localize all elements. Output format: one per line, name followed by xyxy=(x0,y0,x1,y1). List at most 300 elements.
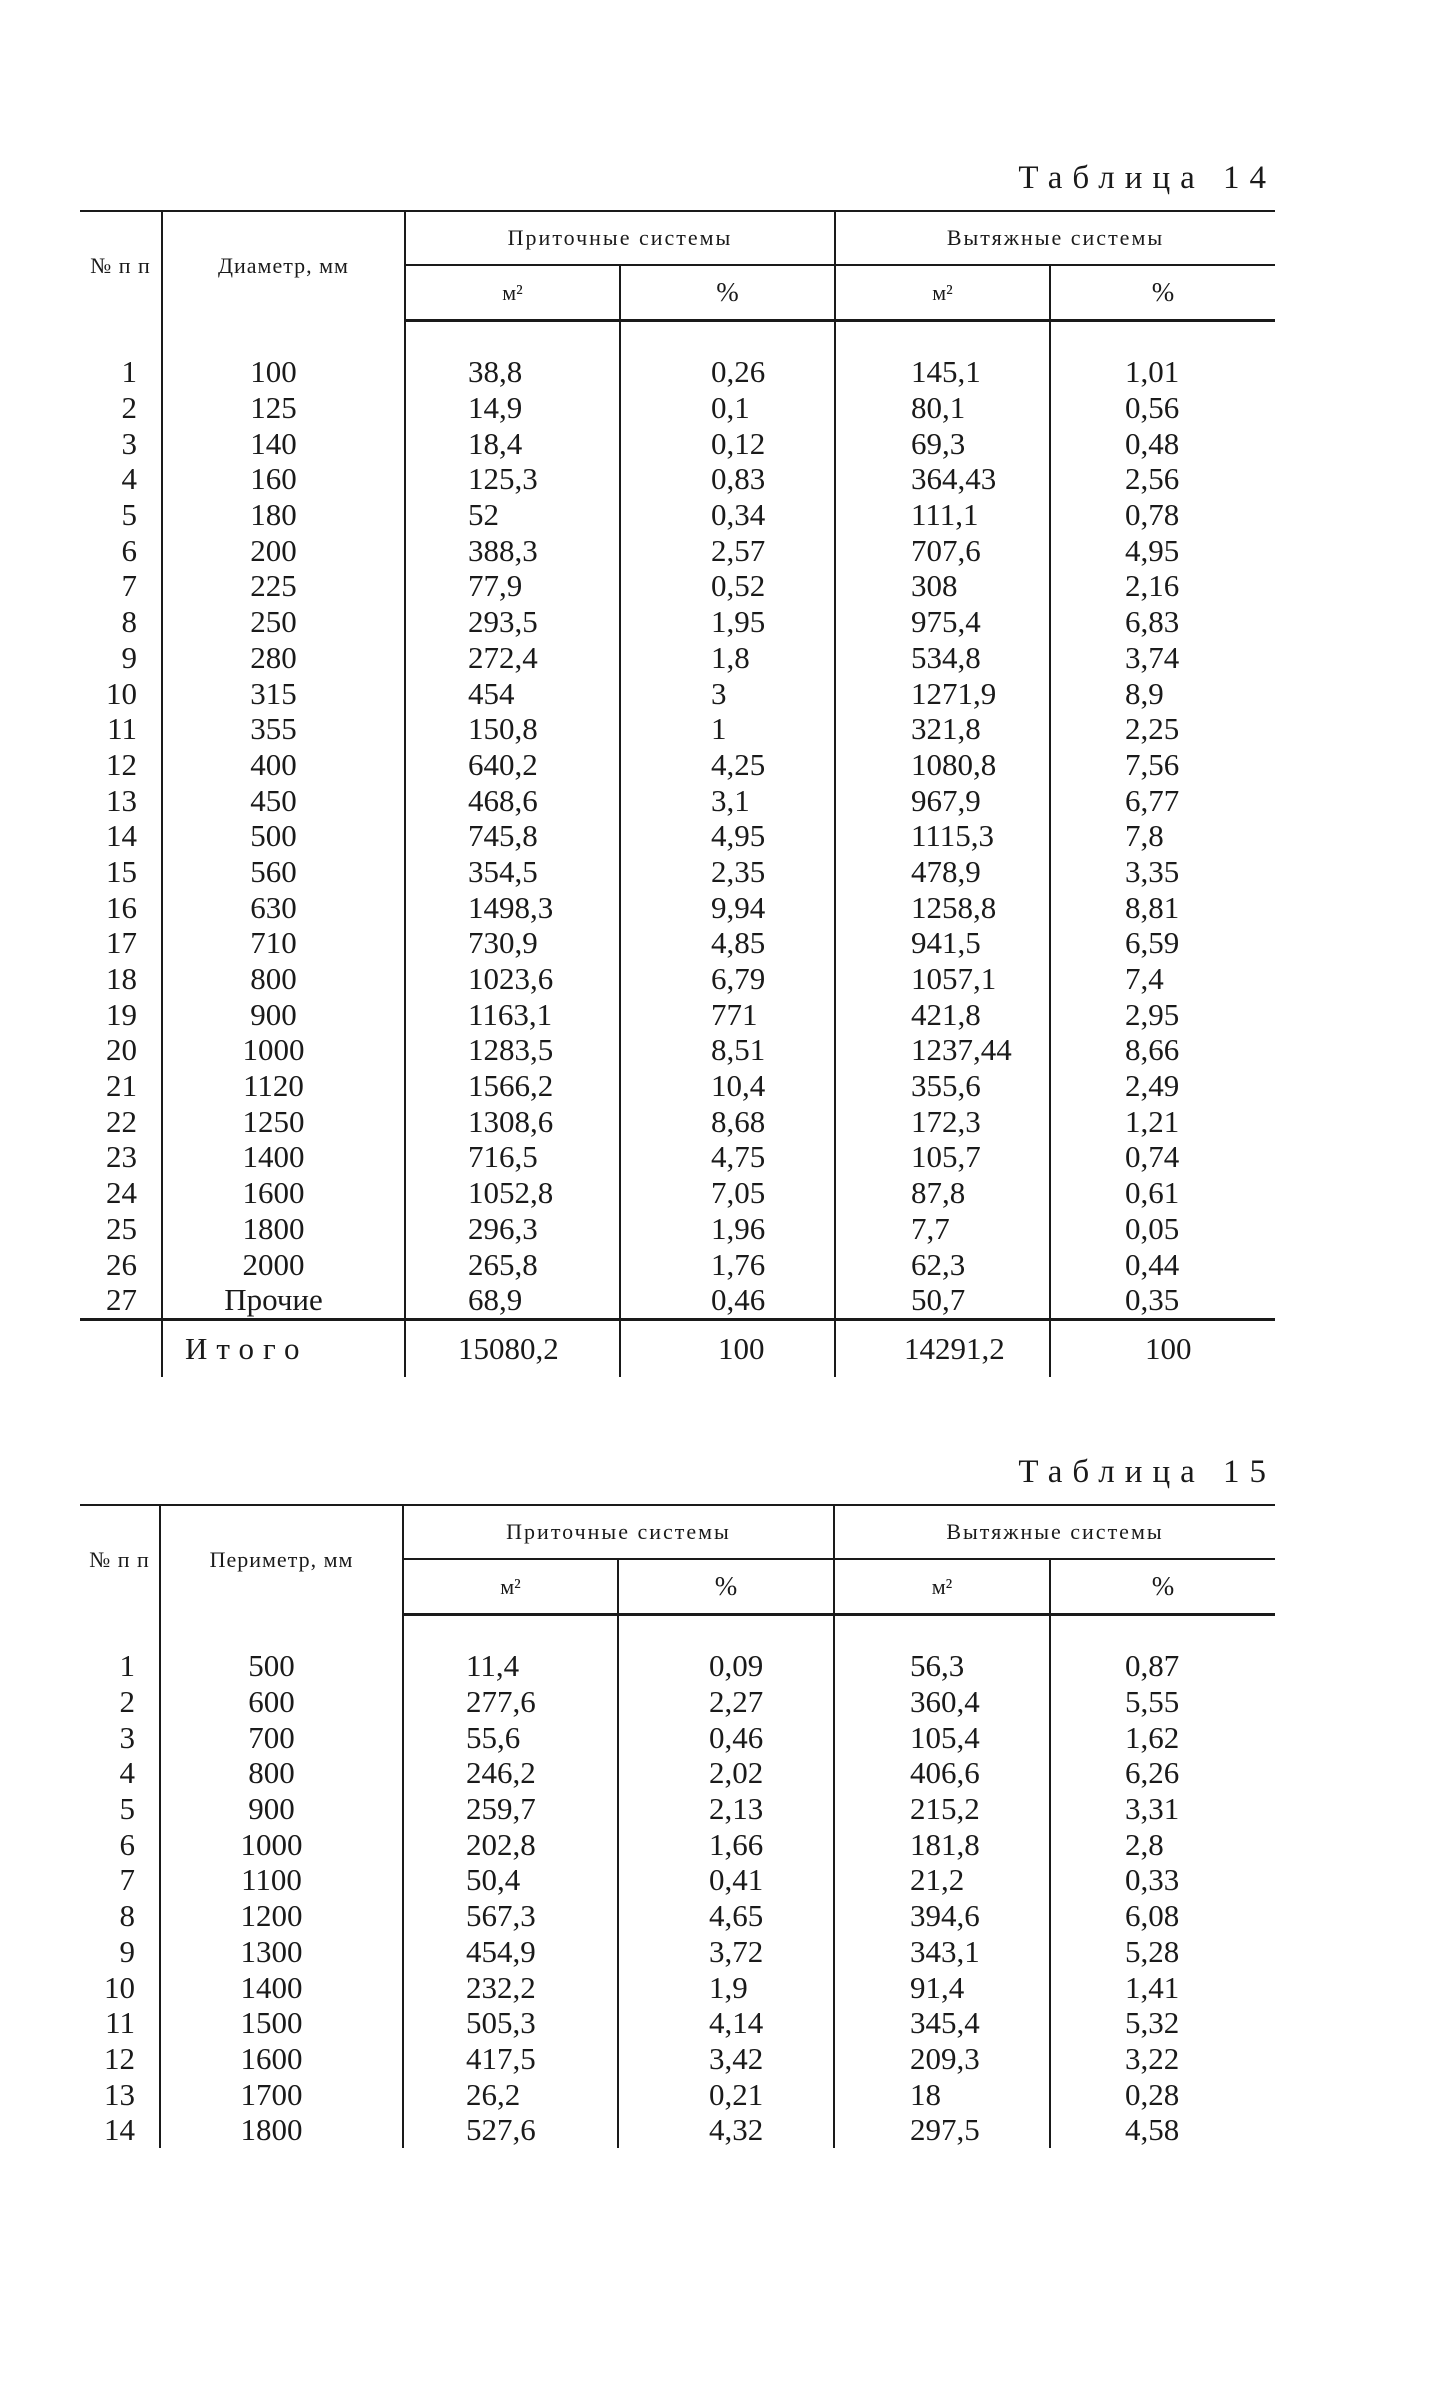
supply-percent: 0,46 xyxy=(620,1282,835,1319)
exhaust-area: 421,8 xyxy=(835,996,1050,1032)
spacer-row xyxy=(80,1615,1275,1649)
supply-area: 26,2 xyxy=(403,2076,618,2112)
exhaust-percent: 6,26 xyxy=(1050,1755,1275,1791)
table-row xyxy=(80,604,1275,640)
row-number: 6 xyxy=(119,1826,135,1862)
exhaust-percent: 3,74 xyxy=(1050,640,1275,676)
supply-area: 125,3 xyxy=(405,461,620,497)
row-number: 13 xyxy=(104,2076,135,2112)
row-number: 20 xyxy=(106,1032,137,1068)
exhaust-area: 18 xyxy=(834,2076,1050,2112)
unit-header-supply-percent: % xyxy=(618,1559,834,1615)
supply-percent: 4,65 xyxy=(618,1898,834,1934)
row-size: 1800 xyxy=(162,1211,405,1247)
exhaust-percent: 3,22 xyxy=(1050,2041,1275,2077)
supply-area: 50,4 xyxy=(403,1862,618,1898)
row-number: 5 xyxy=(121,497,137,533)
row-size: 1500 xyxy=(160,2005,403,2041)
supply-percent: 0,21 xyxy=(618,2076,834,2112)
group-header-exhaust: Вытяжные системы xyxy=(834,1505,1275,1559)
supply-percent: 2,57 xyxy=(620,532,835,568)
table-row xyxy=(80,2112,1275,2148)
exhaust-percent: 0,35 xyxy=(1050,1282,1275,1319)
row-number: 21 xyxy=(106,1068,137,1104)
table-row xyxy=(80,1934,1275,1970)
supply-area: 265,8 xyxy=(405,1246,620,1282)
row-size: 355 xyxy=(162,711,405,747)
table-row xyxy=(80,1898,1275,1934)
table-row xyxy=(80,818,1275,854)
supply-area: 11,4 xyxy=(403,1648,618,1684)
row-number: 8 xyxy=(119,1898,135,1934)
table-15-caption: Таблица 15 xyxy=(1018,1454,1276,1490)
exhaust-area: 1080,8 xyxy=(835,747,1050,783)
row-number: 12 xyxy=(104,2040,135,2076)
exhaust-percent: 8,9 xyxy=(1050,675,1275,711)
supply-percent: 0,52 xyxy=(620,568,835,604)
table-15-body xyxy=(80,1615,1275,2148)
supply-percent: 0,26 xyxy=(620,354,835,390)
total-label: Итого xyxy=(162,1319,405,1377)
exhaust-area: 394,6 xyxy=(834,1898,1050,1934)
supply-area: 202,8 xyxy=(403,1826,618,1862)
row-number: 11 xyxy=(107,711,137,747)
supply-percent: 4,95 xyxy=(620,818,835,854)
supply-percent: 1,95 xyxy=(620,604,835,640)
supply-area: 14,9 xyxy=(405,390,620,426)
spacer-cell xyxy=(80,321,162,355)
table-row xyxy=(80,568,1275,604)
exhaust-area: 91,4 xyxy=(834,1969,1050,2005)
exhaust-percent: 8,81 xyxy=(1050,889,1275,925)
spacer-cell xyxy=(405,321,620,355)
exhaust-percent: 0,61 xyxy=(1050,1175,1275,1211)
row-size: 100 xyxy=(162,354,405,390)
table-row xyxy=(80,461,1275,497)
exhaust-area: 111,1 xyxy=(835,497,1050,533)
supply-area: 246,2 xyxy=(403,1755,618,1791)
row-number: 7 xyxy=(121,568,137,604)
row-number: 10 xyxy=(106,675,137,711)
supply-percent: 8,68 xyxy=(620,1103,835,1139)
supply-percent: 1,9 xyxy=(618,1969,834,2005)
spacer-cell xyxy=(835,321,1050,355)
exhaust-percent: 5,32 xyxy=(1050,2005,1275,2041)
row-number: 22 xyxy=(106,1103,137,1139)
exhaust-percent: 0,87 xyxy=(1050,1648,1275,1684)
unit-header-supply-percent: % xyxy=(620,265,835,321)
exhaust-area: 1258,8 xyxy=(835,889,1050,925)
supply-area: 1163,1 xyxy=(405,996,620,1032)
exhaust-area: 975,4 xyxy=(835,604,1050,640)
exhaust-area: 145,1 xyxy=(835,354,1050,390)
table-row xyxy=(80,1648,1275,1684)
exhaust-area: 308 xyxy=(835,568,1050,604)
supply-area: 417,5 xyxy=(403,2041,618,2077)
row-number: 25 xyxy=(106,1210,137,1246)
supply-percent: 2,13 xyxy=(618,1791,834,1827)
row-size: 1000 xyxy=(162,1032,405,1068)
exhaust-area: 87,8 xyxy=(835,1175,1050,1211)
supply-area: 527,6 xyxy=(403,2112,618,2148)
row-size: 450 xyxy=(162,782,405,818)
supply-percent: 771 xyxy=(620,996,835,1032)
row-number: 2 xyxy=(119,1684,135,1720)
exhaust-area: 364,43 xyxy=(835,461,1050,497)
row-size: 315 xyxy=(162,675,405,711)
unit-header-exhaust-percent: % xyxy=(1050,265,1275,321)
exhaust-area: 406,6 xyxy=(834,1755,1050,1791)
unit-header-supply-area: м² xyxy=(405,265,620,321)
unit-header-exhaust-percent: % xyxy=(1050,1559,1275,1615)
row-number: 6 xyxy=(121,532,137,568)
row-number: 19 xyxy=(106,996,137,1032)
spacer-cell xyxy=(80,1615,160,1649)
supply-percent: 0,12 xyxy=(620,425,835,461)
supply-area: 730,9 xyxy=(405,925,620,961)
row-size: 2000 xyxy=(162,1246,405,1282)
exhaust-percent: 2,56 xyxy=(1050,461,1275,497)
exhaust-area: 1237,44 xyxy=(835,1032,1050,1068)
exhaust-percent: 0,28 xyxy=(1050,2076,1275,2112)
supply-area: 745,8 xyxy=(405,818,620,854)
table-row xyxy=(80,925,1275,961)
row-size: 1000 xyxy=(160,1826,403,1862)
supply-area: 293,5 xyxy=(405,604,620,640)
row-size: 1400 xyxy=(162,1139,405,1175)
supply-percent: 0,09 xyxy=(618,1648,834,1684)
table-row xyxy=(80,747,1275,783)
exhaust-percent: 0,74 xyxy=(1050,1139,1275,1175)
exhaust-area: 343,1 xyxy=(834,1934,1050,1970)
spacer-row xyxy=(80,321,1275,355)
exhaust-percent: 5,55 xyxy=(1050,1684,1275,1720)
row-number: 17 xyxy=(106,925,137,961)
supply-area: 1498,3 xyxy=(405,889,620,925)
table-row xyxy=(80,425,1275,461)
exhaust-area: 967,9 xyxy=(835,782,1050,818)
supply-area: 388,3 xyxy=(405,532,620,568)
exhaust-percent: 6,08 xyxy=(1050,1898,1275,1934)
supply-percent: 4,25 xyxy=(620,747,835,783)
exhaust-area: 105,7 xyxy=(835,1139,1050,1175)
table-row xyxy=(80,1103,1275,1139)
spacer-cell xyxy=(1050,321,1275,355)
exhaust-area: 360,4 xyxy=(834,1684,1050,1720)
table-row xyxy=(80,1969,1275,2005)
supply-percent: 6,79 xyxy=(620,961,835,997)
supply-percent: 9,94 xyxy=(620,889,835,925)
row-size: 500 xyxy=(160,1648,403,1684)
unit-header-exhaust-area: м² xyxy=(835,265,1050,321)
supply-area: 1283,5 xyxy=(405,1032,620,1068)
spacer-cell xyxy=(618,1615,834,1649)
row-number: 27 xyxy=(106,1282,137,1318)
table-row xyxy=(80,2005,1275,2041)
supply-area: 1566,2 xyxy=(405,1068,620,1104)
exhaust-area: 345,4 xyxy=(834,2005,1050,2041)
exhaust-area: 56,3 xyxy=(834,1648,1050,1684)
supply-percent: 2,02 xyxy=(618,1755,834,1791)
row-size: 1300 xyxy=(160,1934,403,1970)
supply-percent: 10,4 xyxy=(620,1068,835,1104)
supply-area: 454,9 xyxy=(403,1934,618,1970)
table-row xyxy=(80,1684,1275,1720)
total-exhaust-percent: 100 xyxy=(1050,1319,1275,1377)
exhaust-percent: 2,49 xyxy=(1050,1068,1275,1104)
exhaust-percent: 1,21 xyxy=(1050,1103,1275,1139)
row-size: 280 xyxy=(162,640,405,676)
row-number: 23 xyxy=(106,1139,137,1175)
row-number: 4 xyxy=(121,461,137,497)
row-size: 1120 xyxy=(162,1068,405,1104)
supply-percent: 0,1 xyxy=(620,390,835,426)
group-header-supply: Приточные системы xyxy=(405,211,835,265)
exhaust-percent: 4,58 xyxy=(1050,2112,1275,2148)
exhaust-area: 941,5 xyxy=(835,925,1050,961)
supply-area: 259,7 xyxy=(403,1791,618,1827)
supply-area: 232,2 xyxy=(403,1969,618,2005)
row-number: 3 xyxy=(119,1719,135,1755)
supply-percent: 0,34 xyxy=(620,497,835,533)
supply-area: 716,5 xyxy=(405,1139,620,1175)
table-row xyxy=(80,1719,1275,1755)
row-number: 13 xyxy=(106,782,137,818)
table-row xyxy=(80,889,1275,925)
spacer-cell xyxy=(1050,1615,1275,1649)
table-row xyxy=(80,1791,1275,1827)
row-number: 14 xyxy=(106,818,137,854)
spacer-cell xyxy=(834,1615,1050,1649)
table-row xyxy=(80,1139,1275,1175)
row-size: 800 xyxy=(162,961,405,997)
row-size: 1800 xyxy=(160,2112,403,2148)
exhaust-percent: 1,01 xyxy=(1050,354,1275,390)
supply-percent: 2,27 xyxy=(618,1684,834,1720)
exhaust-percent: 2,16 xyxy=(1050,568,1275,604)
row-size: 1600 xyxy=(160,2041,403,2077)
exhaust-percent: 2,95 xyxy=(1050,996,1275,1032)
supply-area: 296,3 xyxy=(405,1211,620,1247)
supply-area: 354,5 xyxy=(405,854,620,890)
column-header-perimeter: Периметр, мм xyxy=(160,1505,403,1615)
column-header-number: № п п xyxy=(80,1505,160,1615)
exhaust-area: 534,8 xyxy=(835,640,1050,676)
exhaust-percent: 0,44 xyxy=(1050,1246,1275,1282)
supply-area: 1023,6 xyxy=(405,961,620,997)
supply-area: 150,8 xyxy=(405,711,620,747)
row-size: 225 xyxy=(162,568,405,604)
exhaust-area: 69,3 xyxy=(835,425,1050,461)
row-number: 16 xyxy=(106,889,137,925)
exhaust-area: 355,6 xyxy=(835,1068,1050,1104)
row-size: 560 xyxy=(162,854,405,890)
supply-area: 18,4 xyxy=(405,425,620,461)
table-row xyxy=(80,1755,1275,1791)
exhaust-percent: 6,77 xyxy=(1050,782,1275,818)
exhaust-percent: 3,35 xyxy=(1050,854,1275,890)
table-row xyxy=(80,1282,1275,1319)
row-number: 7 xyxy=(119,1862,135,1898)
supply-percent: 1,66 xyxy=(618,1826,834,1862)
total-empty-cell xyxy=(80,1319,162,1377)
exhaust-percent: 2,8 xyxy=(1050,1826,1275,1862)
exhaust-percent: 5,28 xyxy=(1050,1934,1275,1970)
row-size: 140 xyxy=(162,425,405,461)
row-number: 1 xyxy=(121,354,137,390)
table-row xyxy=(80,675,1275,711)
exhaust-percent: 6,83 xyxy=(1050,604,1275,640)
supply-area: 454 xyxy=(405,675,620,711)
supply-area: 77,9 xyxy=(405,568,620,604)
total-row xyxy=(80,1319,1275,1377)
row-size: 1400 xyxy=(160,1969,403,2005)
table-row xyxy=(80,497,1275,533)
unit-header-supply-area: м² xyxy=(403,1559,618,1615)
table-row xyxy=(80,996,1275,1032)
row-number: 18 xyxy=(106,961,137,997)
table-row xyxy=(80,640,1275,676)
row-number: 1 xyxy=(119,1648,135,1684)
row-size: 900 xyxy=(160,1791,403,1827)
supply-area: 505,3 xyxy=(403,2005,618,2041)
exhaust-percent: 8,66 xyxy=(1050,1032,1275,1068)
exhaust-percent: 0,78 xyxy=(1050,497,1275,533)
row-size: 400 xyxy=(162,747,405,783)
row-size: 1200 xyxy=(160,1898,403,1934)
table-row xyxy=(80,1032,1275,1068)
row-number: 9 xyxy=(121,639,137,675)
row-size: 1700 xyxy=(160,2076,403,2112)
unit-header-exhaust-area: м² xyxy=(834,1559,1050,1615)
table-row xyxy=(80,1246,1275,1282)
supply-percent: 4,85 xyxy=(620,925,835,961)
exhaust-percent: 2,25 xyxy=(1050,711,1275,747)
supply-area: 1308,6 xyxy=(405,1103,620,1139)
exhaust-percent: 6,59 xyxy=(1050,925,1275,961)
row-number: 24 xyxy=(106,1175,137,1211)
row-size: Прочие xyxy=(162,1282,405,1319)
exhaust-percent: 0,56 xyxy=(1050,390,1275,426)
total-supply-area: 15080,2 xyxy=(405,1319,620,1377)
supply-area: 68,9 xyxy=(405,1282,620,1319)
exhaust-percent: 1,62 xyxy=(1050,1719,1275,1755)
row-number: 26 xyxy=(106,1246,137,1282)
spacer-cell xyxy=(160,1615,403,1649)
exhaust-area: 105,4 xyxy=(834,1719,1050,1755)
exhaust-area: 181,8 xyxy=(834,1826,1050,1862)
spacer-cell xyxy=(162,321,405,355)
row-size: 180 xyxy=(162,497,405,533)
exhaust-area: 62,3 xyxy=(835,1246,1050,1282)
group-header-exhaust: Вытяжные системы xyxy=(835,211,1275,265)
exhaust-area: 707,6 xyxy=(835,532,1050,568)
supply-area: 567,3 xyxy=(403,1898,618,1934)
exhaust-area: 297,5 xyxy=(834,2112,1050,2148)
table-row xyxy=(80,390,1275,426)
table-row xyxy=(80,2041,1275,2077)
exhaust-percent: 4,95 xyxy=(1050,532,1275,568)
supply-percent: 1,8 xyxy=(620,640,835,676)
row-number: 10 xyxy=(104,1969,135,2005)
exhaust-area: 50,7 xyxy=(835,1282,1050,1319)
table-row xyxy=(80,532,1275,568)
table-row xyxy=(80,1068,1275,1104)
exhaust-area: 80,1 xyxy=(835,390,1050,426)
row-size: 160 xyxy=(162,461,405,497)
supply-percent: 4,75 xyxy=(620,1139,835,1175)
supply-area: 38,8 xyxy=(405,354,620,390)
group-header-supply: Приточные системы xyxy=(403,1505,834,1559)
row-size: 600 xyxy=(160,1684,403,1720)
row-number: 15 xyxy=(106,853,137,889)
exhaust-percent: 7,8 xyxy=(1050,818,1275,854)
supply-percent: 3 xyxy=(620,675,835,711)
row-number: 5 xyxy=(119,1791,135,1827)
exhaust-percent: 3,31 xyxy=(1050,1791,1275,1827)
row-size: 710 xyxy=(162,925,405,961)
row-number: 8 xyxy=(121,604,137,640)
row-number: 12 xyxy=(106,746,137,782)
table-row xyxy=(80,711,1275,747)
exhaust-percent: 0,05 xyxy=(1050,1211,1275,1247)
supply-percent: 3,72 xyxy=(618,1934,834,1970)
supply-area: 277,6 xyxy=(403,1684,618,1720)
supply-area: 52 xyxy=(405,497,620,533)
exhaust-area: 7,7 xyxy=(835,1211,1050,1247)
supply-percent: 0,83 xyxy=(620,461,835,497)
exhaust-percent: 1,41 xyxy=(1050,1969,1275,2005)
row-size: 1100 xyxy=(160,1862,403,1898)
total-supply-percent: 100 xyxy=(620,1319,835,1377)
table-row xyxy=(80,1862,1275,1898)
row-size: 125 xyxy=(162,390,405,426)
spacer-cell xyxy=(403,1615,618,1649)
table-row xyxy=(80,854,1275,890)
row-size: 1600 xyxy=(162,1175,405,1211)
row-size: 1250 xyxy=(162,1103,405,1139)
column-header-diameter: Диаметр, мм xyxy=(162,211,405,321)
row-size: 250 xyxy=(162,604,405,640)
supply-area: 1052,8 xyxy=(405,1175,620,1211)
table-row xyxy=(80,2076,1275,2112)
row-size: 700 xyxy=(160,1719,403,1755)
spacer-cell xyxy=(620,321,835,355)
table-14-caption: Таблица 14 xyxy=(1018,160,1276,196)
exhaust-percent: 7,4 xyxy=(1050,961,1275,997)
supply-area: 55,6 xyxy=(403,1719,618,1755)
supply-percent: 0,41 xyxy=(618,1862,834,1898)
supply-percent: 2,35 xyxy=(620,854,835,890)
exhaust-area: 209,3 xyxy=(834,2041,1050,2077)
supply-area: 468,6 xyxy=(405,782,620,818)
supply-area: 272,4 xyxy=(405,640,620,676)
supply-percent: 8,51 xyxy=(620,1032,835,1068)
row-size: 800 xyxy=(160,1755,403,1791)
supply-percent: 4,14 xyxy=(618,2005,834,2041)
exhaust-area: 478,9 xyxy=(835,854,1050,890)
row-number: 3 xyxy=(121,425,137,461)
table-14 xyxy=(80,210,1275,1377)
table-row xyxy=(80,961,1275,997)
exhaust-area: 172,3 xyxy=(835,1103,1050,1139)
supply-percent: 1,76 xyxy=(620,1246,835,1282)
table-row xyxy=(80,1211,1275,1247)
table-14-body xyxy=(80,321,1275,1320)
exhaust-area: 321,8 xyxy=(835,711,1050,747)
row-number: 4 xyxy=(119,1755,135,1791)
column-header-number: № п п xyxy=(80,211,162,321)
